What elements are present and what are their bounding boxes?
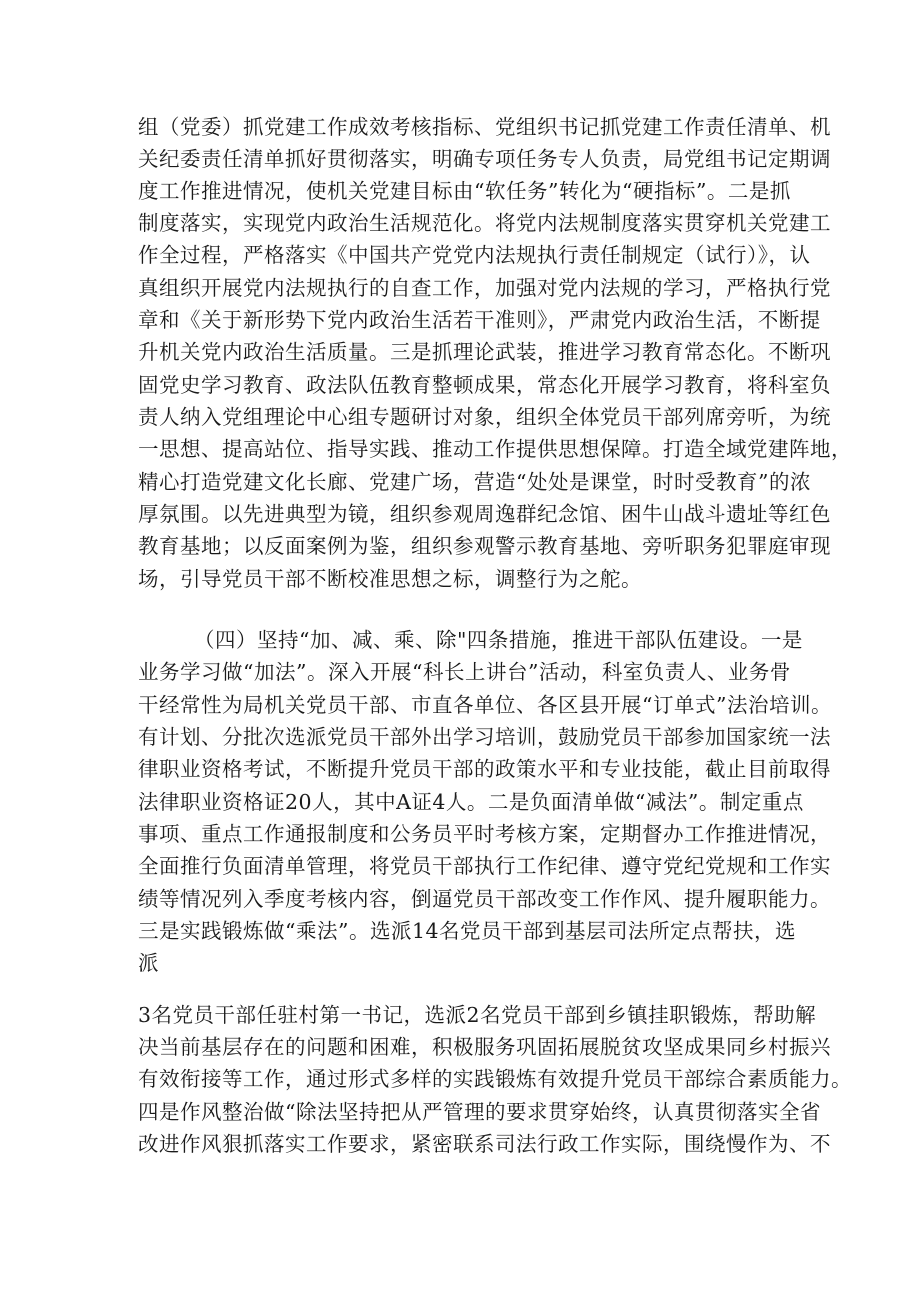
text-line: 责人纳入党组理论中心组专题研讨对象，组织全体党员干部列席旁听，为统 bbox=[138, 405, 831, 429]
text-line: 一思想、提高站位、指导实践、推动工作提供思想保障。打造全域党建阵地， bbox=[138, 437, 852, 461]
text-line: 派 bbox=[138, 951, 159, 975]
text-line: 业务学习做“加法”。深入开展“科长上讲台”活动，科室负责人、业务骨 bbox=[138, 660, 791, 684]
text-line: 律职业资格考试，不断提升党员干部的政策水平和专业技能，截止目前取得 bbox=[138, 757, 831, 781]
text-line: 绩等情况列入季度考核内容，倒逼党员干部改变工作作风、提升履职能力。 bbox=[138, 887, 831, 911]
text-line: 组（党委）抓党建工作成效考核指标、党组织书记抓党建工作责任清单、机 bbox=[138, 115, 831, 139]
text-line: 事项、重点工作通报制度和公务员平时考核方案，定期督办工作推进情况， bbox=[138, 822, 831, 846]
text-line: 制度落实，实现党内政治生活规范化。将党内法规制度落实贯穿机关党建工 bbox=[138, 211, 831, 235]
text-line: 教育基地；以反面案例为鉴，组织参观警示教育基地、旁听职务犯罪庭审现 bbox=[138, 534, 831, 558]
text-line: 改进作风狠抓落实工作要求，紧密联系司法行政工作实际，围绕慢作为、不 bbox=[138, 1132, 831, 1156]
text-line: 有效衔接等工作，通过形式多样的实践锻炼有效提升党员干部综合素质能力。 bbox=[138, 1067, 852, 1091]
text-line: 有计划、分批次选派党员干部外出学习培训，鼓励党员干部参加国家统一法 bbox=[138, 725, 831, 749]
text-line: 全面推行负面清单管理，将党员干部执行工作纪律、遵守党纪党规和工作实 bbox=[138, 854, 831, 878]
text-line: 四是作风整治做“除法坚持把从严管理的要求贯穿始终，认真贯彻落实全省 bbox=[138, 1100, 821, 1124]
text-line: 决当前基层存在的问题和困难，积极服务巩固拓展脱贫攻坚成果同乡村振兴 bbox=[138, 1035, 831, 1059]
text-line: 固党史学习教育、政法队伍教育整顿成果，常态化开展学习教育，将科室负 bbox=[138, 373, 831, 397]
text-line: 三是实践锻炼做“乘法”。选派14名党员干部到基层司法所定点帮扶，选 bbox=[138, 919, 797, 943]
text-line: 干经常性为局机关党员干部、市直各单位、各区县开展“订单式”法治培训。 bbox=[138, 693, 832, 717]
text-line: 厚氛围。以先进典型为镜，组织参观周逸群纪念馆、困牛山战斗遗址等红色 bbox=[138, 502, 831, 526]
text-line: 真组织开展党内法规执行的自查工作，加强对党内法规的学习，严格执行党 bbox=[138, 276, 831, 300]
text-line: 章和《关于新形势下党内政治生活若干准则》，严肃党内政治生活，不断提 bbox=[138, 308, 821, 332]
text-line: 法律职业资格证20人，其中A证4人。二是负面清单做“减法”。制定重点 bbox=[138, 790, 804, 814]
paragraph-heading: （四）坚持“加、减、乘、除"四条措施，推进干部队伍建设。一是 bbox=[194, 628, 803, 652]
text-line: 度工作推进情况，使机关党建目标由“软任务”转化为“硬指标”。二是抓 bbox=[138, 179, 791, 203]
text-line: 3名党员干部任驻村第一书记，选派2名党员干部到乡镇挂职锻炼，帮助解 bbox=[138, 1003, 817, 1027]
text-line: 关纪委责任清单抓好贯彻落实，明确专项任务专人负责，局党组书记定期调 bbox=[138, 147, 831, 171]
text-line: 升机关党内政治生活质量。三是抓理论武装，推进学习教育常态化。不断巩 bbox=[138, 340, 831, 364]
text-line: 精心打造党建文化长廊、党建广场，营造“处处是课堂，时时受教育”的浓 bbox=[138, 470, 811, 494]
text-line: 作全过程，严格落实《中国共产党党内法规执行责任制规定（试行）》，认 bbox=[138, 243, 811, 267]
text-line: 场，引导党员干部不断校准思想之标，调整行为之舵。 bbox=[138, 567, 642, 591]
